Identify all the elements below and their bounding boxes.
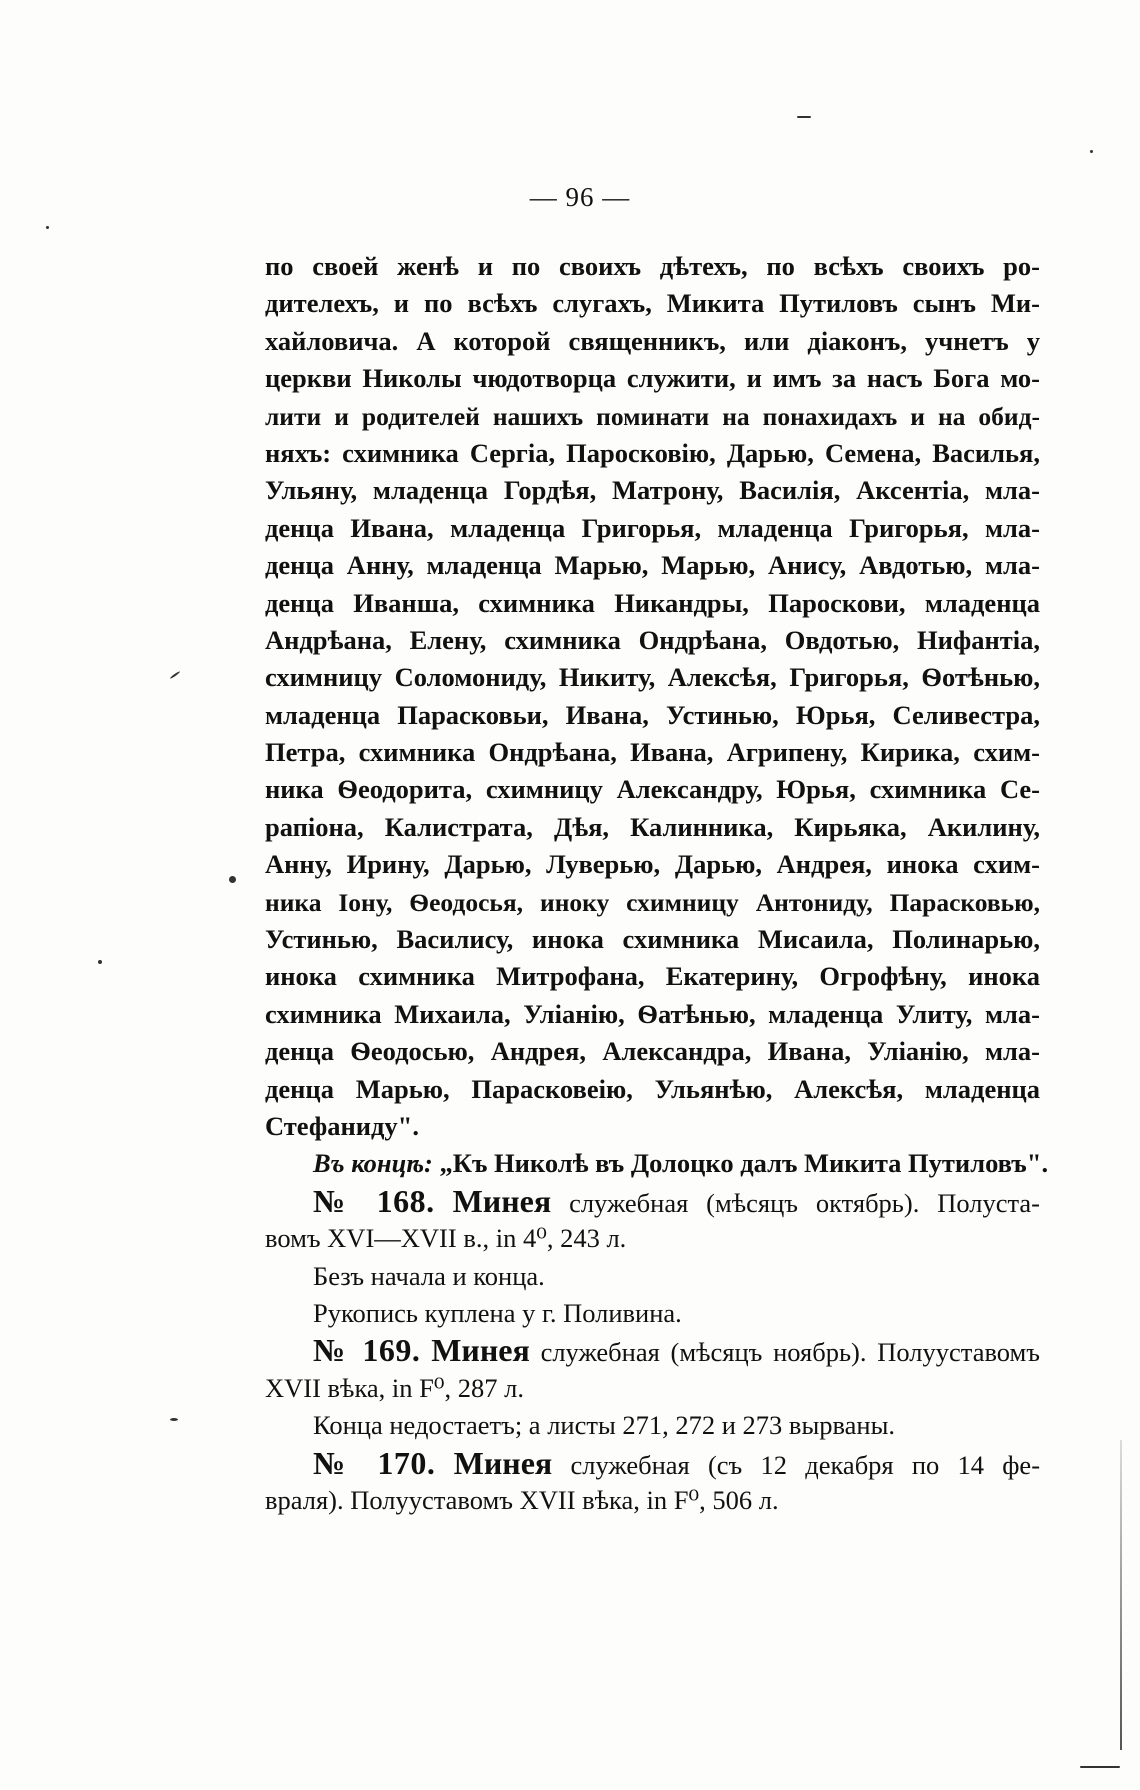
text-line: денца Ивана, младенца Григорья, младенца Григорья, мла- [265, 512, 1040, 543]
text-line: Устинью, Василису, инока схимника Мисаила, Полинарью, [265, 924, 1040, 955]
body-paragraph [265, 248, 1040, 1145]
scan-speck [170, 1418, 178, 1421]
text-line: Ульяну, младенца Гордѣя, Матрону, Василія, Аксентіа, мла- [265, 475, 1040, 506]
colophon-label: Въ концѣ: [313, 1148, 433, 1179]
text-line: денца Марью, Парасковеію, Ульянѣю, Алексѣя, младенца [265, 1073, 1040, 1104]
entry-number: № 169. [313, 1332, 421, 1369]
entry-description-cont: вомъ XVI—XVII в., in 4⁰, 243 л. [265, 1223, 627, 1254]
text-line: хайловича. А которой священникъ, или діаконъ, учнетъ у [265, 325, 1040, 356]
entry-description-cont: враля). Полууставомъ XVII вѣка, in F⁰, 506 л. [265, 1484, 779, 1515]
entry-description-cont: XVII вѣка, in F⁰, 287 л. [265, 1372, 525, 1403]
catalog-entry-169 [265, 1332, 1040, 1444]
scan-speck [46, 226, 49, 229]
text-line: денца Ѳеодосью, Андрея, Александра, Ивана, Уліанію, мла- [265, 1036, 1040, 1067]
text-line: Андрѣана, Елену, схимника Ондрѣана, Овдотью, Нифантіа, [265, 624, 1040, 655]
entry-title: Минея [453, 1444, 553, 1481]
text-line: Анну, Ирину, Дарью, Луверью, Дарью, Андрея, инока схим- [265, 849, 1040, 880]
entry-description: служебная (мѣсяцъ октябрь). Полуста- [569, 1187, 1040, 1218]
entry-heading [265, 1183, 1040, 1220]
main-text [265, 248, 1049, 1519]
text-line: церкви Николы чюдотворца служити, и имъ за насъ Бога мо- [265, 363, 1040, 394]
scan-speck [1090, 150, 1093, 153]
catalog-entry-168 [265, 1183, 1040, 1333]
entry-heading [265, 1445, 1040, 1482]
scan-speck [1080, 1766, 1120, 1768]
text-line: лити и родителей нашихъ поминати на понахидахъ и на обид- [265, 401, 1040, 431]
entry-title: Минея [452, 1182, 552, 1219]
colophon [265, 1145, 1049, 1182]
scan-speck [229, 876, 236, 883]
text-line: младенца Парасковьи, Ивана, Устинью, Юрья, Селивестра, [265, 699, 1040, 730]
text-line: рапіона, Калистрата, Дѣя, Калинника, Кирьяка, Акилину, [265, 811, 1040, 842]
text-line: ника Ѳеодорита, схимницу Александру, Юрья, схимника Се- [265, 774, 1040, 805]
scan-speck [98, 960, 102, 964]
text-line: схимницу Соломониду, Никиту, Алексѣя, Григорья, Ѳотѣнью, [265, 662, 1040, 693]
text-line: Петра, схимника Ондрѣана, Ивана, Агрипену, Кирика, схим- [265, 737, 1040, 768]
page-number: — 96 — [529, 182, 631, 212]
text-line: няхъ: схимника Сергіа, Паросковію, Дарью, Семена, Василья, [265, 437, 1040, 468]
entry-note: Рукопись куплена у г. Поливина. [313, 1297, 682, 1328]
catalog-entry-170 [265, 1445, 1040, 1520]
text-line: по своей женѣ и по своихъ дѣтехъ, по всѣхъ своихъ ро- [265, 251, 1040, 281]
text-line: Стефаниду". [265, 1110, 420, 1141]
text-line: ника Іону, Ѳеодосья, иноку схимницу Антониду, Парасковью, [265, 887, 1040, 917]
entry-description: служебная (съ 12 декабря по 14 фе- [570, 1449, 1041, 1480]
entry-heading [265, 1332, 1040, 1369]
text-line: денца Иванша, схимника Никандры, Пароскови, младенца [265, 587, 1040, 618]
text-line: схимника Михаила, Уліанію, Ѳатѣнью, младенца Улиту, мла- [265, 998, 1040, 1029]
scan-speck [170, 671, 181, 680]
page-edge-line [1120, 1440, 1122, 1750]
entry-number: № 170. [313, 1444, 436, 1481]
entry-note: Безъ начала и конца. [313, 1260, 545, 1291]
entry-title: Минея [431, 1332, 530, 1369]
text-line: дителехъ, и по всѣхъ слугахъ, Микита Путиловъ сынъ Ми- [265, 288, 1040, 319]
scan-speck [797, 116, 811, 118]
entry-description: служебная (мѣсяцъ ноябрь). Полууставомъ [540, 1337, 1041, 1368]
colophon-text: „Къ Николѣ въ Долоцко далъ Микита Путиловъ". [439, 1148, 1049, 1179]
text-line: денца Анну, младенца Марью, Марью, Анису, Авдотью, мла- [265, 550, 1040, 581]
text-line: инока схимника Митрофана, Екатерину, Огрофѣну, инока [265, 961, 1040, 992]
entry-number: № 168. [313, 1182, 435, 1219]
entry-note: Конца недостаетъ; а листы 271, 272 и 273 вырваны. [313, 1410, 896, 1441]
